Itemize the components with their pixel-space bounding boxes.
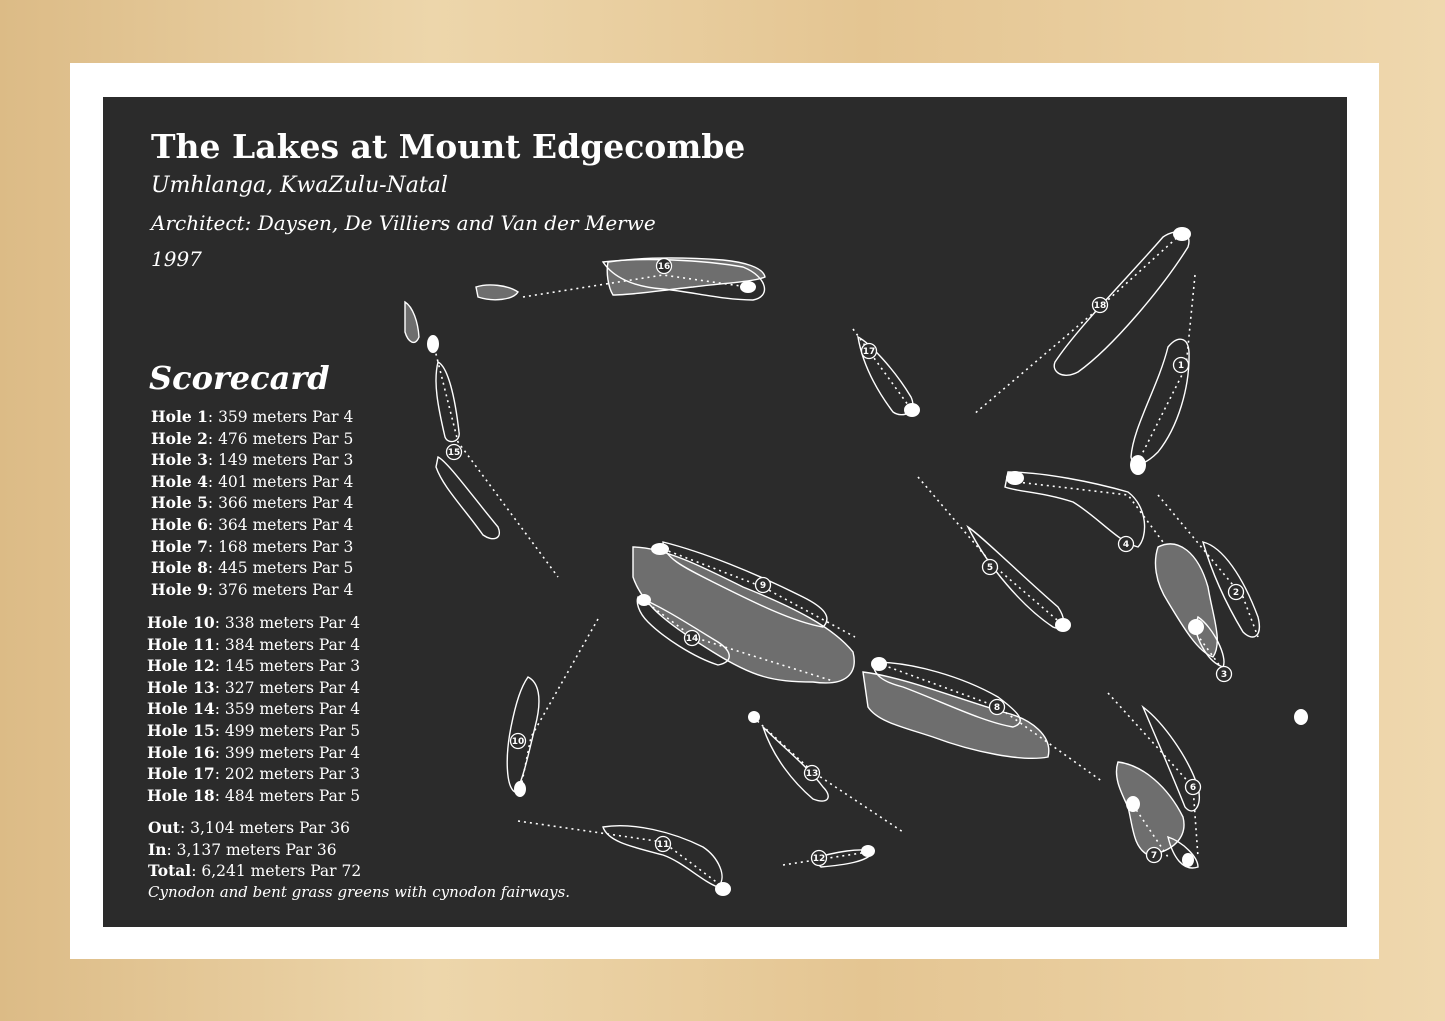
- scorecard-row-3-detail: : 149 meters Par 3: [207, 451, 354, 470]
- hole-marker-7: [1147, 848, 1162, 863]
- scorecard-row-15-detail: : 499 meters Par 5: [214, 722, 361, 740]
- hole-number-5: 5: [986, 563, 994, 574]
- hole-number-1: 1: [1177, 361, 1185, 372]
- fairway-18: [1054, 232, 1189, 375]
- scorecard-row-5-detail: : 366 meters Par 4: [207, 494, 354, 513]
- hole-number-8: 8: [993, 703, 1001, 714]
- scorecard-row-16-detail: : 399 meters Par 4: [214, 743, 361, 762]
- line-18: [973, 234, 1181, 415]
- hole-marker-8: [990, 700, 1005, 715]
- scorecard-row-18-label: Hole 18: [147, 785, 215, 805]
- course-year: 1997: [151, 247, 202, 271]
- scorecard-row-7-detail: : 168 meters Par 3: [207, 537, 354, 556]
- hole-marker-14: [685, 631, 700, 646]
- scorecard-row-17-label: Hole 17: [147, 764, 215, 784]
- line-13: [753, 717, 903, 832]
- scorecard-row-11-detail: : 384 meters Par 4: [214, 635, 361, 654]
- scorecard-row-2-detail: : 476 meters Par 5: [207, 429, 354, 448]
- lake-9-14: [633, 547, 854, 683]
- scorecard-row-12-detail: : 145 meters Par 3: [214, 657, 361, 676]
- hole-marker-9: [756, 578, 771, 593]
- scorecard-row-14-label: Hole 14: [147, 699, 215, 719]
- hole-marker-18: [1093, 298, 1108, 313]
- scorecard-total-3-label: Total: [148, 861, 192, 881]
- hole-marker-5: [983, 560, 998, 575]
- hole-marker-11: [656, 837, 671, 852]
- hole-number-15: 15: [447, 448, 461, 459]
- scorecard-row-4-label: Hole 4: [151, 471, 208, 491]
- scorecard-row-6-detail: : 364 meters Par 4: [207, 516, 354, 534]
- scorecard-row-6-label: Hole 6: [151, 515, 208, 534]
- scorecard-heading: Scorecard: [149, 359, 330, 397]
- scorecard-row-10-detail: : 338 meters Par 4: [214, 614, 361, 632]
- scorecard-row-1-label: Hole 1: [151, 407, 208, 426]
- scorecard-row-3-label: Hole 3: [151, 450, 208, 470]
- line-10: [521, 619, 598, 787]
- hole-number-10: 10: [511, 737, 525, 748]
- hole-number-4: 4: [1122, 540, 1130, 551]
- scorecard-row-12-label: Hole 12: [147, 656, 215, 676]
- hole-number-11: 11: [656, 840, 670, 851]
- hole-marker-15: [447, 445, 462, 460]
- hole-number-16: 16: [657, 262, 671, 273]
- pond-16: [476, 285, 518, 300]
- line-5: [918, 477, 1063, 625]
- scorecard-row-18-detail: : 484 meters Par 5: [214, 786, 361, 805]
- hole-marker-13: [805, 766, 820, 781]
- course-map: [103, 97, 1347, 927]
- scorecard-row-13-detail: : 327 meters Par 4: [214, 678, 361, 697]
- scorecard-row-16-label: Hole 16: [147, 742, 215, 762]
- hole-marker-12: [812, 851, 827, 866]
- scorecard-total-3-detail: : 6,241 meters Par 72: [191, 862, 362, 881]
- scorecard-row-17-detail: : 202 meters Par 3: [214, 765, 361, 784]
- scorecard-row-9-detail: : 376 meters Par 4: [207, 580, 354, 599]
- course-poster: [103, 97, 1347, 927]
- scorecard-note: Cynodon and bent grass greens with cynodon fairways.: [148, 883, 571, 901]
- hole-number-17: 17: [862, 347, 876, 358]
- course-architect: Architect: Daysen, De Villiers and Van der Merwe: [151, 211, 656, 235]
- scorecard-total-1-detail: : 3,104 meters Par 36: [179, 819, 350, 837]
- course-location: Umhlanga, KwaZulu-Natal: [151, 173, 448, 198]
- scorecard-row-10-label: Hole 10: [147, 613, 215, 632]
- scorecard-row-13-label: Hole 13: [147, 677, 215, 697]
- hole-number-3: 3: [1220, 670, 1228, 681]
- hole-number-7: 7: [1150, 851, 1158, 862]
- hole-marker-10: [511, 734, 526, 749]
- scorecard-row-4-detail: : 401 meters Par 4: [207, 472, 354, 491]
- hole-number-12: 12: [812, 854, 826, 865]
- fairway-13: [763, 727, 828, 801]
- lake-8: [863, 672, 1049, 758]
- scorecard-row-2-label: Hole 2: [151, 428, 208, 448]
- line-4: [1017, 482, 1163, 542]
- scorecard-row-9-label: Hole 9: [151, 579, 208, 599]
- hole-marker-2: [1229, 585, 1244, 600]
- hole-number-2: 2: [1232, 588, 1240, 599]
- hole-marker-3: [1217, 667, 1232, 682]
- scorecard-row-8-detail: : 445 meters Par 5: [207, 559, 354, 578]
- hole-marker-4: [1119, 537, 1134, 552]
- fairway-15: [436, 362, 499, 539]
- scorecard-row-8-label: Hole 8: [151, 558, 208, 578]
- hole-number-9: 9: [759, 581, 767, 592]
- hole-number-6: 6: [1189, 783, 1197, 794]
- scorecard-total-2-label: In: [148, 839, 167, 859]
- line-11: [518, 821, 723, 887]
- scorecard-row-1-detail: : 359 meters Par 4: [207, 408, 354, 426]
- fairway-5: [968, 527, 1063, 628]
- hole-marker-16: [657, 259, 672, 274]
- hole-number-14: 14: [685, 634, 699, 645]
- scorecard-total-1-label: Out: [148, 818, 180, 837]
- hole-marker-1: [1174, 358, 1189, 373]
- hole-number-18: 18: [1093, 301, 1107, 312]
- pond-15: [405, 302, 419, 342]
- course-title: The Lakes at Mount Edgecombe: [151, 127, 746, 166]
- hole-marker-6: [1186, 780, 1201, 795]
- lake-7: [1116, 762, 1184, 855]
- scorecard-total-2-detail: : 3,137 meters Par 36: [166, 840, 337, 859]
- scorecard-row-7-label: Hole 7: [151, 536, 208, 556]
- scorecard-row-5-label: Hole 5: [151, 493, 208, 513]
- fairway-4: [1005, 472, 1145, 547]
- fairway-11: [603, 826, 722, 887]
- hole-marker-17: [862, 344, 877, 359]
- scorecard-row-11-label: Hole 11: [147, 634, 215, 654]
- scorecard-row-15-label: Hole 15: [147, 721, 215, 740]
- hole-number-13: 13: [805, 769, 819, 780]
- lake-2-3: [1155, 544, 1217, 657]
- scorecard-row-14-detail: : 359 meters Par 4: [214, 700, 361, 719]
